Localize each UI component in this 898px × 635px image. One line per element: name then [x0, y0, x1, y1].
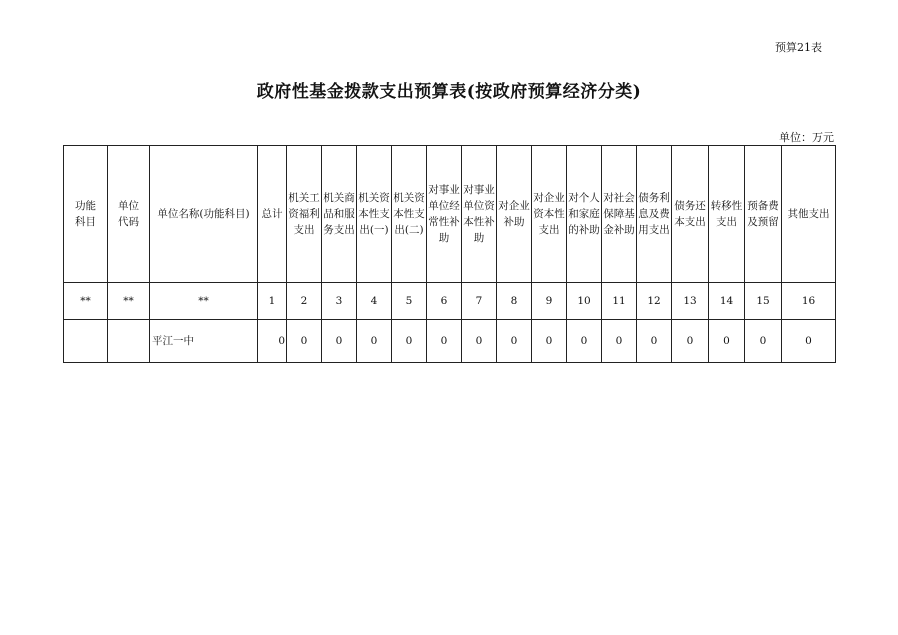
value-cell: 0 [427, 320, 462, 363]
column-header: 单位名称(功能科目) [150, 146, 258, 283]
index-cell: ** [108, 283, 150, 320]
index-cell: 6 [427, 283, 462, 320]
index-cell: 9 [532, 283, 567, 320]
value-cell: 0 [322, 320, 357, 363]
value-cell: 0 [532, 320, 567, 363]
column-header: 转移性支出 [709, 146, 745, 283]
column-header: 对个人和家庭的补助 [567, 146, 602, 283]
index-cell: 3 [322, 283, 357, 320]
index-cell: 15 [745, 283, 782, 320]
column-header: 对企业资本性支出 [532, 146, 567, 283]
unit-name-cell: 平江一中 [150, 320, 258, 363]
page-title: 政府性基金拨款支出预算表(按政府预算经济分类) [256, 82, 642, 102]
form-number: 预算21表 [775, 41, 822, 54]
index-cell: 10 [567, 283, 602, 320]
index-cell: 16 [782, 283, 836, 320]
column-header: 债务利息及费用支出 [637, 146, 672, 283]
column-header: 机关商品和服务支出 [322, 146, 357, 283]
unit-label: 单位：万元 [779, 131, 834, 144]
column-header: 对事业单位经常性补助 [427, 146, 462, 283]
index-cell: ** [64, 283, 108, 320]
value-cell: 0 [602, 320, 637, 363]
column-header: 对社会保障基金补助 [602, 146, 637, 283]
index-cell: 8 [497, 283, 532, 320]
header-row [64, 146, 836, 283]
index-cell: 2 [287, 283, 322, 320]
column-header: 功能科目 [64, 146, 108, 283]
index-cell: 14 [709, 283, 745, 320]
column-header: 预备费及预留 [745, 146, 782, 283]
index-row [64, 283, 836, 320]
value-cell: 0 [567, 320, 602, 363]
value-cell: 0 [672, 320, 709, 363]
index-cell: 12 [637, 283, 672, 320]
index-cell: 13 [672, 283, 709, 320]
index-cell: 4 [357, 283, 392, 320]
index-cell: 5 [392, 283, 427, 320]
column-header: 机关资本性支出(二) [392, 146, 427, 283]
unit-code-cell [108, 320, 150, 363]
value-cell: 0 [497, 320, 532, 363]
column-header: 机关工资福利支出 [287, 146, 322, 283]
column-header: 其他支出 [782, 146, 836, 283]
value-cell: 0 [782, 320, 836, 363]
function-code-cell [64, 320, 108, 363]
table-row [64, 320, 836, 363]
value-cell: 0 [392, 320, 427, 363]
budget-table [63, 145, 836, 363]
index-cell: 7 [462, 283, 497, 320]
total-cell: 0 [258, 320, 287, 363]
value-cell: 0 [637, 320, 672, 363]
column-header: 单位代码 [108, 146, 150, 283]
column-header: 债务还本支出 [672, 146, 709, 283]
column-header: 对事业单位资本性补助 [462, 146, 497, 283]
index-cell: 1 [258, 283, 287, 320]
column-header: 总计 [258, 146, 287, 283]
column-header: 机关资本性支出(一) [357, 146, 392, 283]
column-header: 对企业补助 [497, 146, 532, 283]
value-cell: 0 [745, 320, 782, 363]
index-cell: 11 [602, 283, 637, 320]
value-cell: 0 [709, 320, 745, 363]
value-cell: 0 [287, 320, 322, 363]
value-cell: 0 [462, 320, 497, 363]
value-cell: 0 [357, 320, 392, 363]
index-cell: ** [150, 283, 258, 320]
